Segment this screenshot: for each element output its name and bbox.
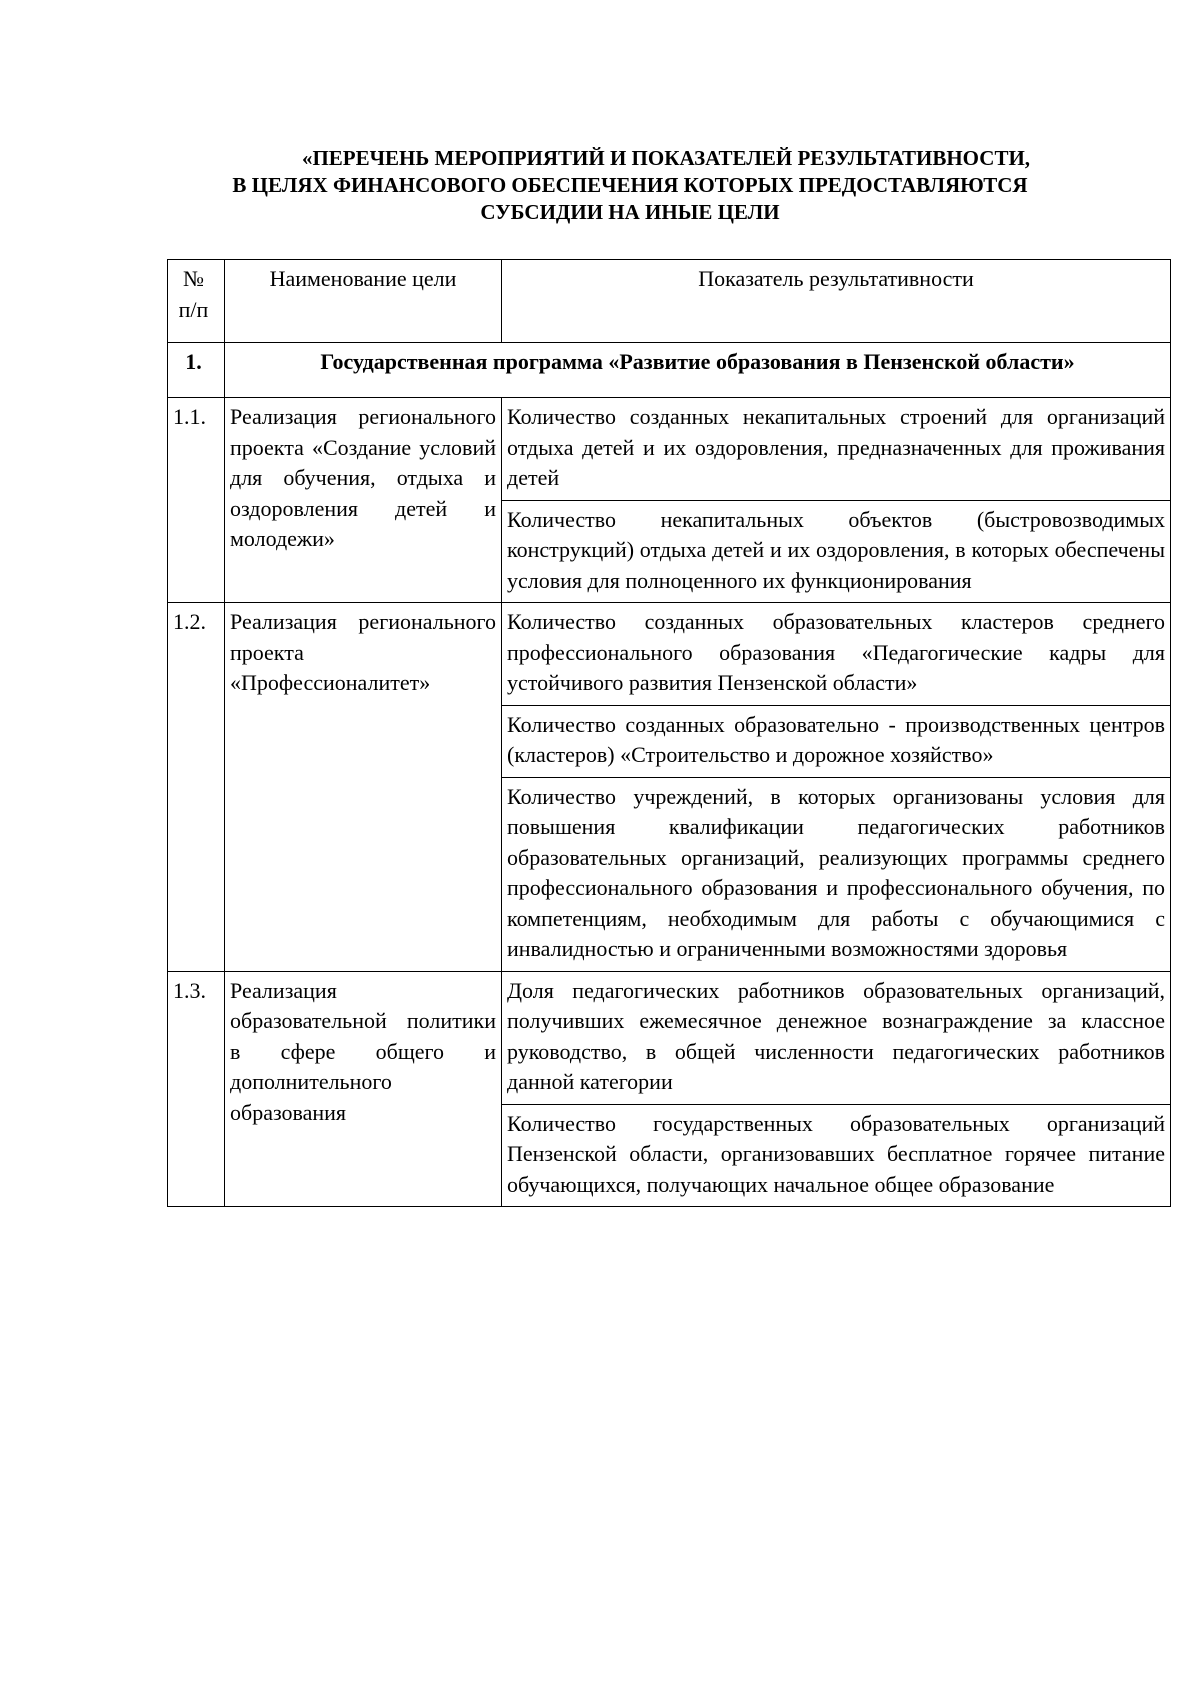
row-indicator: Количество учреждений, в которых организованы условия для повышения квалификации педагогических работников образовательных организаций, реализующих программы среднего профессионального образования и профессионального обучения, по компетенциям, необходимым для работы с обучающимися с инвалидностью и ограниченными возможностями здоровья — [502, 777, 1171, 971]
header-goal: Наименование цели — [225, 260, 502, 343]
header-number — [168, 260, 225, 343]
header-indicator: Показатель результативности — [502, 260, 1171, 343]
row-goal: Реализация регионального проекта «Профессионалитет» — [225, 603, 502, 972]
row-indicator: Количество созданных образовательных кластеров среднего профессионального образования «Педагогические кадры для устойчивого развития Пензенской области» — [502, 603, 1171, 706]
measures-table — [167, 259, 1171, 1207]
header-number-pp: п/п — [178, 296, 209, 322]
title-line-2: В ЦЕЛЯХ ФИНАНСОВОГО ОБЕСПЕЧЕНИЯ КОТОРЫХ ПРЕДОСТАВЛЯЮТСЯ — [232, 173, 1028, 197]
title-line-1: «ПЕРЕЧЕНЬ МЕРОПРИЯТИЙ И ПОКАЗАТЕЛЕЙ РЕЗУЛЬТАТИВНОСТИ, — [301, 146, 1031, 170]
row-indicator: Доля педагогических работников образовательных организаций, получивших ежемесячное денежное вознаграждение за классное руководство, в общей численности педагогических работников данной категории — [502, 971, 1171, 1104]
table-header-row — [168, 260, 1171, 343]
document-title — [170, 145, 1090, 226]
header-number-sign: № — [183, 266, 204, 291]
title-line-3: СУБСИДИИ НА ИНЫЕ ЦЕЛИ — [480, 200, 780, 224]
row-goal: Реализация образовательной политики в сфере общего и дополнительного образования — [225, 971, 502, 1207]
row-indicator: Количество созданных образовательно - производственных центров (кластеров) «Строительство и дорожное хозяйство» — [502, 705, 1171, 777]
program-row — [168, 343, 1171, 398]
row-indicator: Количество государственных образовательных организаций Пензенской области, организовавших бесплатное горячее питание обучающихся, получающих начальное общее образование — [502, 1104, 1171, 1207]
program-name: Государственная программа «Развитие образования в Пензенской области» — [225, 343, 1171, 398]
row-number: 1.3. — [168, 971, 225, 1207]
table-row — [168, 971, 1171, 1104]
row-goal: Реализация регионального проекта «Создание условий для обучения, отдыха и оздоровления детей и молодежи» — [225, 398, 502, 603]
program-number: 1. — [168, 343, 225, 398]
row-number: 1.2. — [168, 603, 225, 972]
row-number: 1.1. — [168, 398, 225, 603]
table-row — [168, 398, 1171, 501]
table-row — [168, 603, 1171, 706]
row-indicator: Количество некапитальных объектов (быстровозводимых конструкций) отдыха детей и их оздоровления, в которых обеспечены условия для полноценного их функционирования — [502, 500, 1171, 603]
row-indicator: Количество созданных некапитальных строений для организаций отдыха детей и их оздоровления, предназначенных для проживания детей — [502, 398, 1171, 501]
